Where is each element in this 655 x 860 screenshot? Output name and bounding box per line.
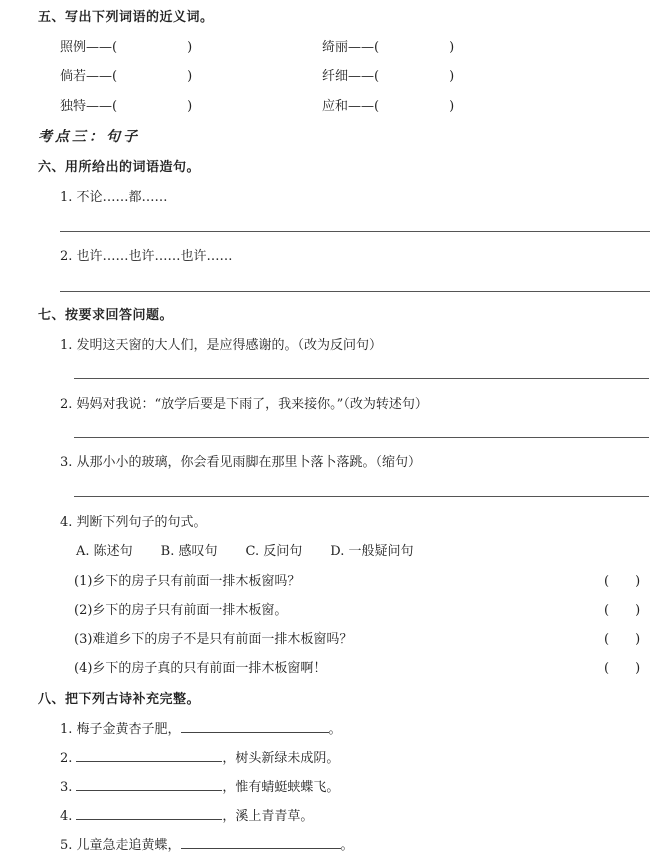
poem-line-2 (60, 747, 339, 766)
close-paren: ) (449, 40, 455, 55)
synonym-word: 独特——( (60, 99, 118, 114)
poem-line-1 (60, 718, 342, 737)
option-d: D. 一般疑问句 (330, 544, 414, 559)
poem-blank[interactable] (76, 777, 222, 791)
judge-answer-1[interactable]: ( ) (604, 574, 641, 589)
s6-question-1: 1. 不论……都…… (60, 190, 168, 205)
poem-line-5 (60, 834, 354, 853)
poem-number: 2. (60, 751, 73, 766)
synonym-word: 倘若——( (60, 69, 118, 84)
close-paren: ) (187, 69, 193, 84)
poem-blank[interactable] (76, 806, 222, 820)
judge-answer-3[interactable]: ( ) (604, 632, 641, 647)
judge-sentence-4: (4)乡下的房子真的只有前面一排木板窗啊！ (74, 661, 327, 676)
close-paren: ) (449, 69, 455, 84)
topic-heading: 考点三：句子 (38, 129, 140, 145)
synonym-word: 应和——( (322, 99, 380, 114)
answer-line[interactable] (74, 378, 649, 379)
synonym-item-5[interactable] (60, 95, 192, 114)
synonym-item-1[interactable] (60, 36, 192, 55)
section-7-title: 七、按要求回答问题。 (38, 308, 174, 323)
answer-line[interactable] (74, 496, 649, 497)
s7-question-4: 4. 判断下列句子的句式。 (60, 515, 207, 530)
close-paren: ) (449, 99, 455, 114)
synonym-item-2[interactable] (322, 36, 454, 55)
poem-number: 4. (60, 809, 73, 824)
judge-sentence-1: (1)乡下的房子只有前面一排木板窗吗？ (74, 574, 301, 589)
synonym-word: 照例——( (60, 40, 118, 55)
s7-question-2: 2. 妈妈对我说：“放学后要是下雨了，我来接你。”（改为转述句） (60, 397, 428, 412)
section-5-title: 五、写出下列词语的近义词。 (38, 10, 214, 25)
poem-line-3 (60, 776, 339, 795)
section-6-title: 六、用所给出的词语造句。 (38, 160, 201, 175)
judge-answer-2[interactable]: ( ) (604, 603, 641, 618)
section-8-title: 八、把下列古诗补充完整。 (38, 692, 201, 707)
sentence-type-options (76, 540, 441, 559)
poem-given-text: 1. 梅子金黄杏子肥， (60, 722, 181, 737)
close-paren: ) (187, 99, 193, 114)
s6-question-2: 2. 也许……也许……也许…… (60, 249, 233, 264)
synonym-word: 绮丽——( (322, 40, 380, 55)
poem-punct: 。 (328, 722, 342, 737)
synonym-item-3[interactable] (60, 65, 192, 84)
answer-line[interactable] (74, 437, 649, 438)
poem-line-4 (60, 805, 313, 824)
judge-answer-4[interactable]: ( ) (604, 661, 641, 676)
poem-given-text: ，惟有蜻蜓蛱蝶飞。 (222, 780, 340, 795)
poem-blank[interactable] (181, 835, 341, 849)
synonym-item-4[interactable] (322, 65, 454, 84)
poem-given-text: ，溪上青青草。 (222, 809, 314, 824)
s7-question-1: 1. 发明这天窗的大人们，是应得感谢的。（改为反问句） (60, 338, 383, 353)
close-paren: ) (187, 40, 193, 55)
answer-line[interactable] (60, 291, 650, 292)
option-c: C. 反问句 (245, 544, 303, 559)
s7-question-3: 3. 从那小小的玻璃，你会看见雨脚在那里卜落卜落跳。（缩句） (60, 455, 422, 470)
answer-line[interactable] (60, 231, 650, 232)
judge-sentence-3: (3)难道乡下的房子不是只有前面一排木板窗吗？ (74, 632, 353, 647)
poem-given-text: 5. 儿童急走追黄蝶， (60, 838, 181, 853)
option-a: A. 陈述句 (76, 544, 133, 559)
poem-blank[interactable] (76, 748, 222, 762)
judge-sentence-2: (2)乡下的房子只有前面一排木板窗。 (74, 603, 288, 618)
poem-number: 3. (60, 780, 73, 795)
synonym-word: 纤细——( (322, 69, 380, 84)
poem-blank[interactable] (181, 719, 329, 733)
poem-punct: 。 (340, 838, 354, 853)
option-b: B. 感叹句 (160, 544, 218, 559)
poem-given-text: ，树头新绿未成阴。 (222, 751, 340, 766)
synonym-item-6[interactable] (322, 95, 454, 114)
